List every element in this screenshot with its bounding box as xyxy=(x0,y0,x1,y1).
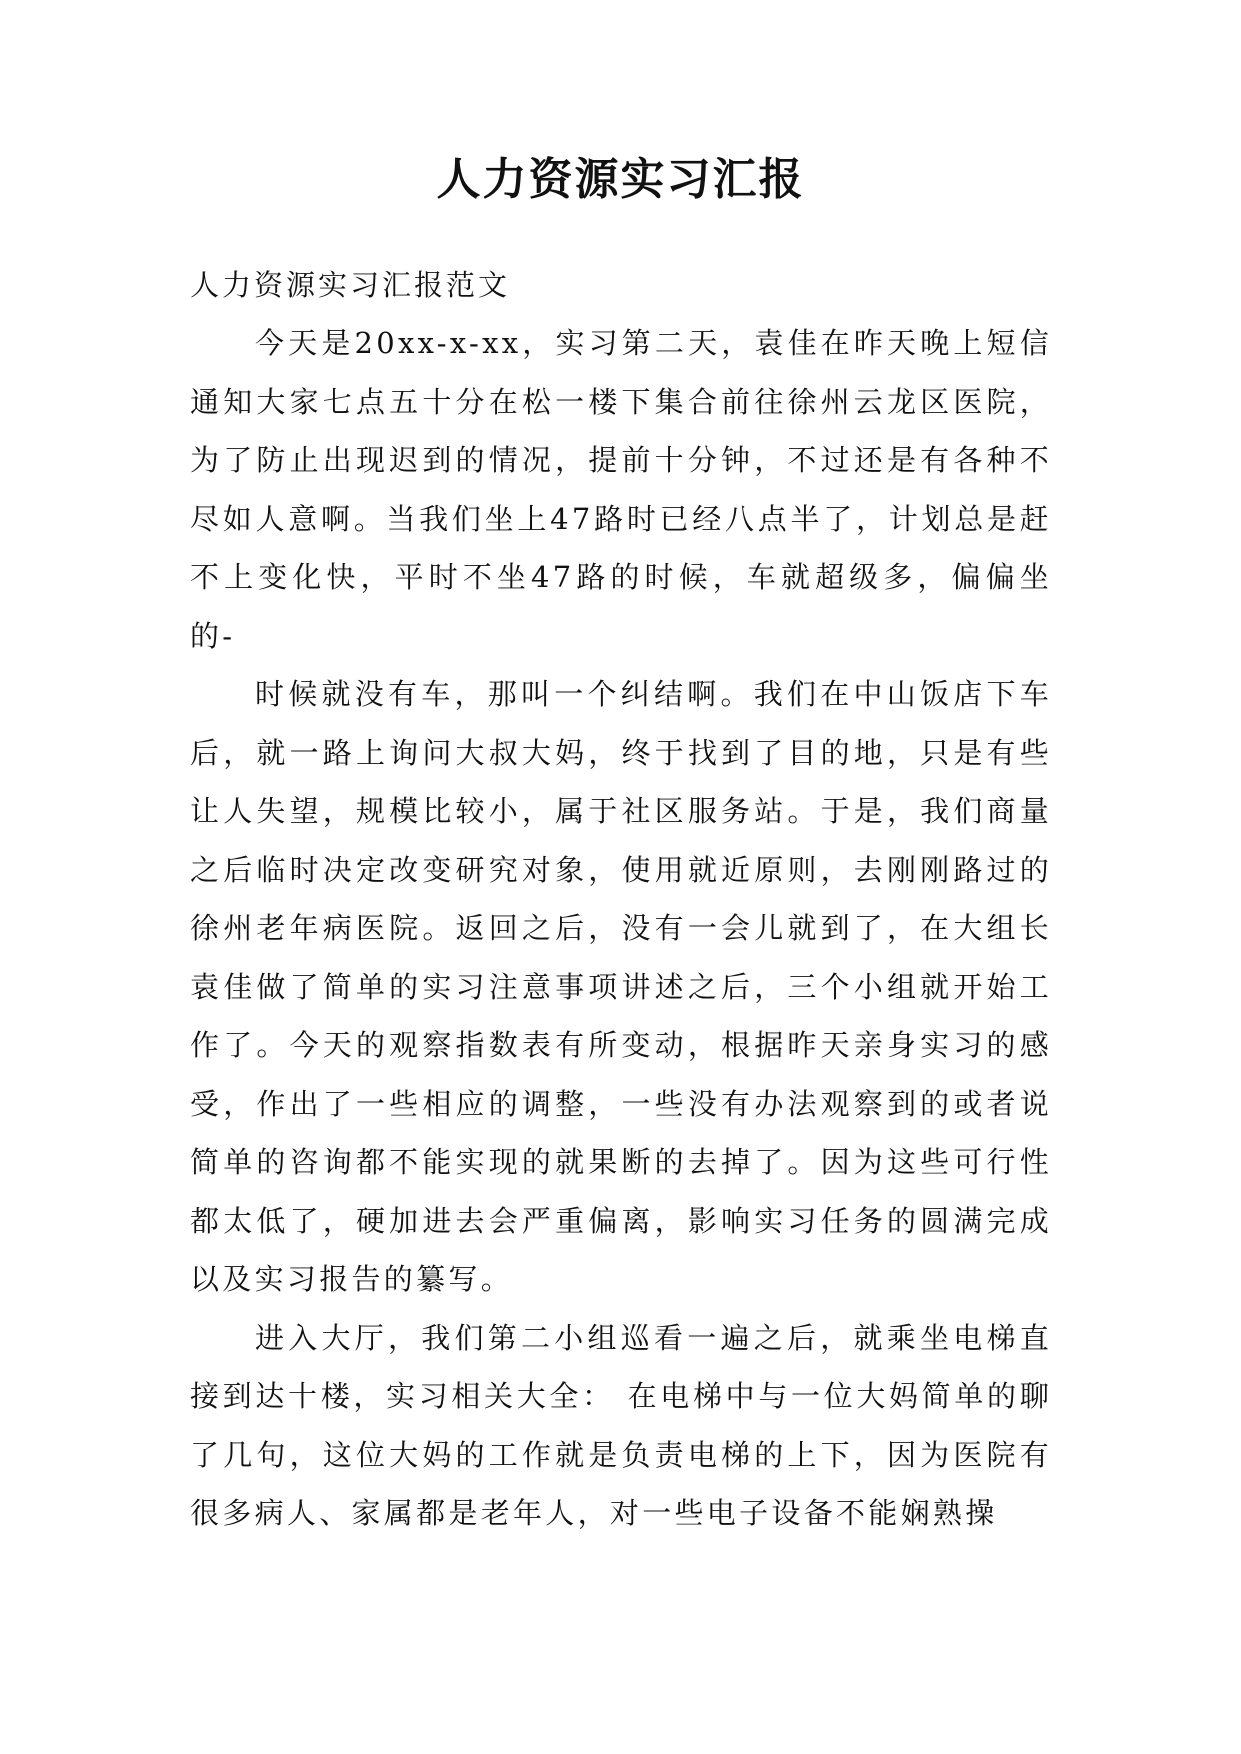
paragraph-2: 时候就没有车，那叫一个纠结啊。我们在中山饭店下车后，就一路上询问大叔大妈，终于找到了目的地，只是有些让人失望，规模比较小，属于社区服务站。于是，我们商量之后临时决定改变研究对象，使用就近原则，去刚刚路过的徐州老年病医院。返回之后，没有一会儿就到了，在大组长袁佳做了简单的实习注意事项讲述之后，三个小组就开始工作了。今天的观察指数表有所变动，根据昨天亲身实习的感受，作出了一些相应的调整，一些没有办法观察到的或者说简单的咨询都不能实现的就果断的去掉了。因为这些可行性都太低了，硬加进去会严重偏离，影响实习任务的圆满完成以及实习报告的纂写。 xyxy=(190,677,1052,1296)
paragraph-1: 今天是20xx-x-xx，实习第二天，袁佳在昨天晚上短信通知大家七点五十分在松一楼下集合前往徐州云龙区医院，为了防止出现迟到的情况，提前十分钟，不过还是有各种不尽如人意啊。当我们坐上47路时已经八点半了，计划总是赶不上变化快，平时不坐47路的时候，车就超级多，偏偏坐的- xyxy=(190,326,1052,653)
document-subtitle: 人力资源实习汇报范文 xyxy=(190,268,511,302)
document-title: 人力资源实习汇报 xyxy=(436,154,805,205)
document-body xyxy=(190,256,1052,1543)
paragraph-3: 进入大厅，我们第二小组巡看一遍之后，就乘坐电梯直接到达十楼，实习相关大全： 在电梯中与一位大妈简单的聊了几句，这位大妈的工作就是负责电梯的上下，因为医院有很多病人、家属都是老年人，对一些电子设备不能娴熟操 xyxy=(190,1320,1052,1530)
